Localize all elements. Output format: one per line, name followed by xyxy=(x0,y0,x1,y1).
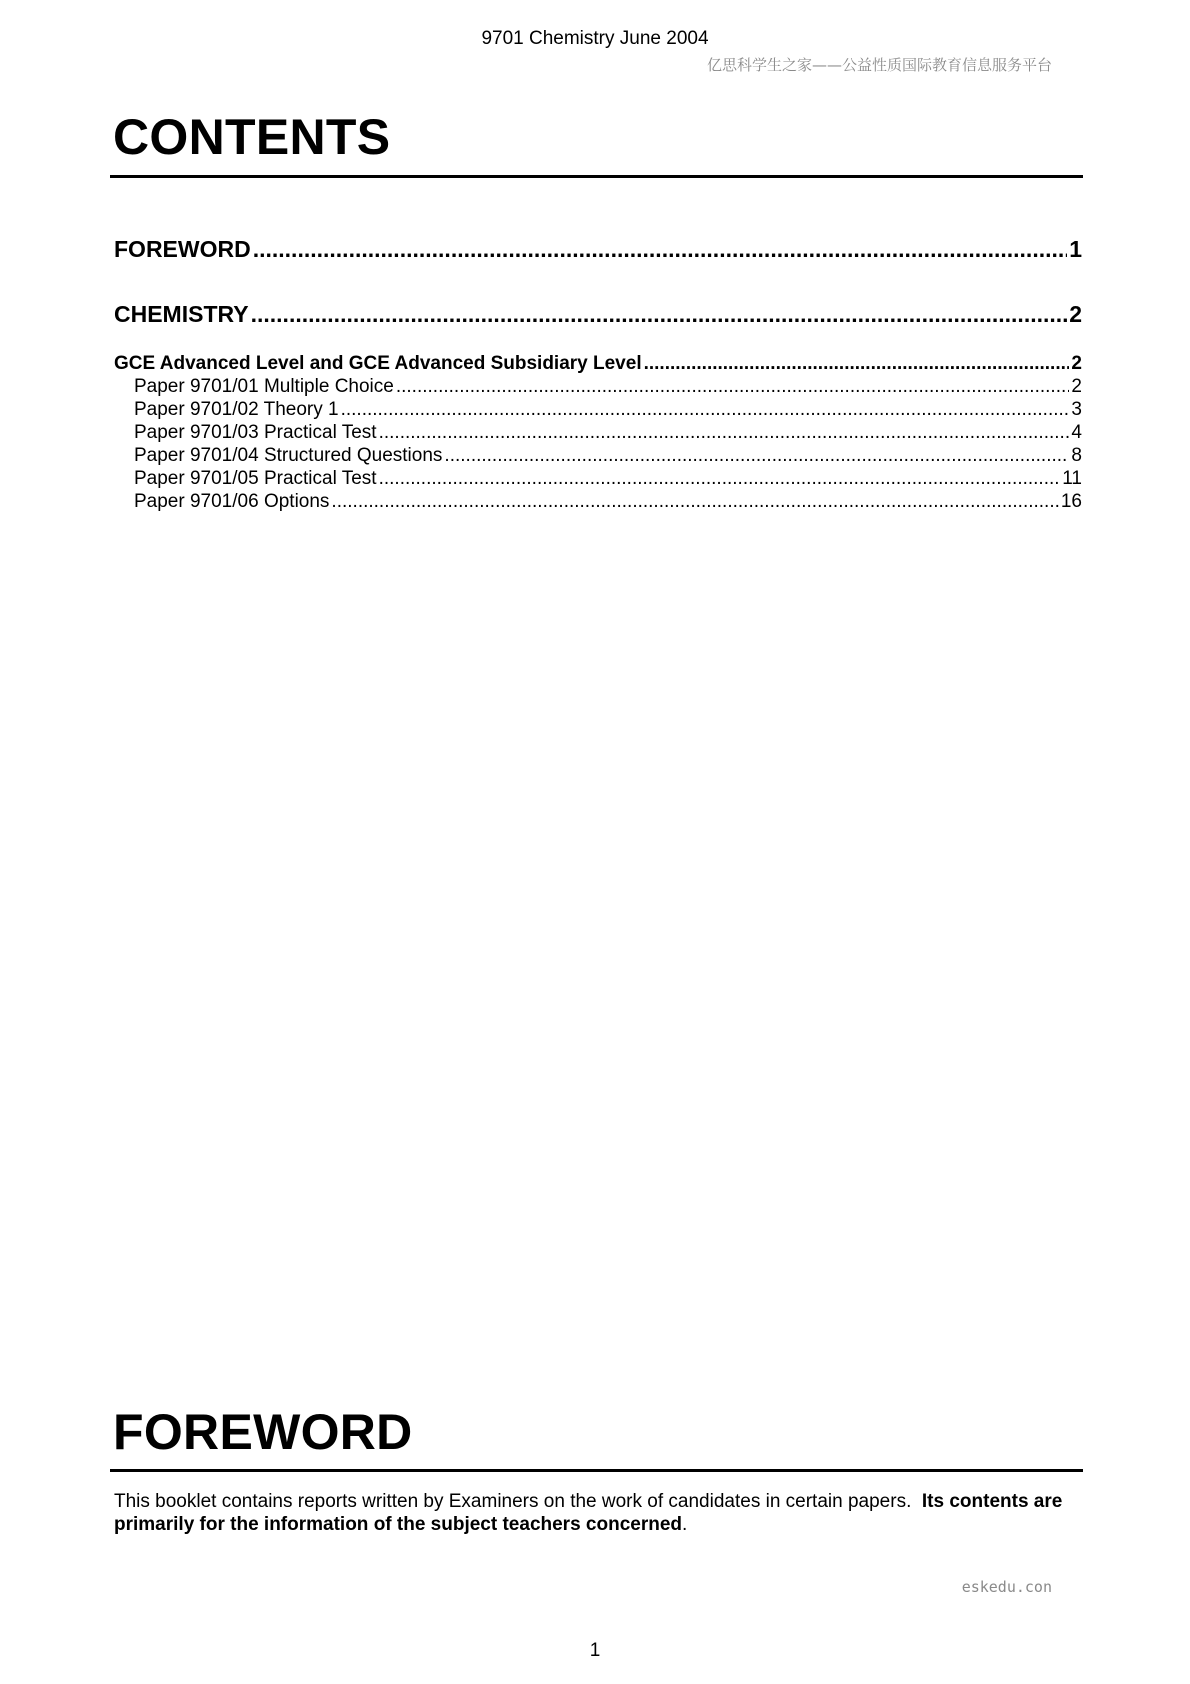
running-header-title: 9701 Chemistry June 2004 xyxy=(481,28,709,49)
toc-entry-page: 2 xyxy=(1071,353,1082,374)
toc-entry-label: Paper 9701/03 Practical Test xyxy=(134,422,377,443)
toc-dot-leader xyxy=(396,376,1070,398)
toc-entry-label: CHEMISTRY xyxy=(114,301,249,327)
toc-dot-leader xyxy=(331,491,1058,513)
toc-entry-page: 4 xyxy=(1071,422,1082,443)
footer-watermark: eskedu.con xyxy=(961,1578,1052,1596)
toc-entry-page: 1 xyxy=(1069,236,1082,262)
toc-entry-label: Paper 9701/02 Theory 1 xyxy=(134,399,339,420)
foreword-text-plain: This booklet contains reports written by Examiners on the work of candidates in certain papers. xyxy=(114,1491,912,1512)
toc-entry-paper-03[interactable] xyxy=(134,422,1082,444)
header-watermark: 亿思科学生之家——公益性质国际教育信息服务平台 xyxy=(706,56,1052,74)
toc-entry-label: GCE Advanced Level and GCE Advanced Subsidiary Level xyxy=(114,353,642,374)
foreword-paragraph xyxy=(114,1490,1084,1536)
toc-dot-leader xyxy=(341,399,1070,421)
toc-entry-paper-05[interactable] xyxy=(134,468,1082,490)
toc-entry-page: 11 xyxy=(1062,468,1082,489)
toc-entry-label: Paper 9701/01 Multiple Choice xyxy=(134,376,394,397)
toc-entry-page: 8 xyxy=(1071,445,1082,466)
toc-entry-page: 16 xyxy=(1060,491,1082,512)
toc-dot-leader xyxy=(251,301,1068,328)
toc-entry-label: Paper 9701/04 Structured Questions xyxy=(134,445,443,466)
toc-entry-gce-level[interactable] xyxy=(114,353,1082,375)
toc-entry-paper-06[interactable] xyxy=(134,491,1082,513)
toc-entry-paper-04[interactable] xyxy=(134,445,1082,467)
foreword-text-bold: Its contents are primarily for the information of the subject teachers concerned xyxy=(114,1491,1063,1535)
toc-entry-page: 2 xyxy=(1069,301,1082,327)
contents-heading: CONTENTS xyxy=(113,109,391,165)
foreword-heading: FOREWORD xyxy=(113,1404,413,1460)
toc-dot-leader xyxy=(253,236,1067,263)
toc-entry-page: 3 xyxy=(1071,399,1082,420)
toc-entry-label: FOREWORD xyxy=(114,236,251,262)
page-number: 1 xyxy=(589,1640,601,1661)
foreword-text-end: . xyxy=(682,1514,688,1535)
toc-dot-leader xyxy=(444,445,1069,467)
toc-entry-label: Paper 9701/05 Practical Test xyxy=(134,468,377,489)
toc-entry-foreword[interactable] xyxy=(114,236,1082,263)
toc-entry-page: 2 xyxy=(1071,376,1082,397)
toc-entry-paper-01[interactable] xyxy=(134,376,1082,398)
toc-entry-paper-02[interactable] xyxy=(134,399,1082,421)
toc-entry-label: Paper 9701/06 Options xyxy=(134,491,330,512)
toc-dot-leader xyxy=(644,353,1070,375)
toc-entry-chemistry[interactable] xyxy=(114,301,1082,328)
toc-dot-leader xyxy=(379,422,1070,444)
contents-heading-rule xyxy=(110,175,1083,178)
foreword-heading-rule xyxy=(110,1469,1083,1472)
toc-dot-leader xyxy=(379,468,1061,490)
